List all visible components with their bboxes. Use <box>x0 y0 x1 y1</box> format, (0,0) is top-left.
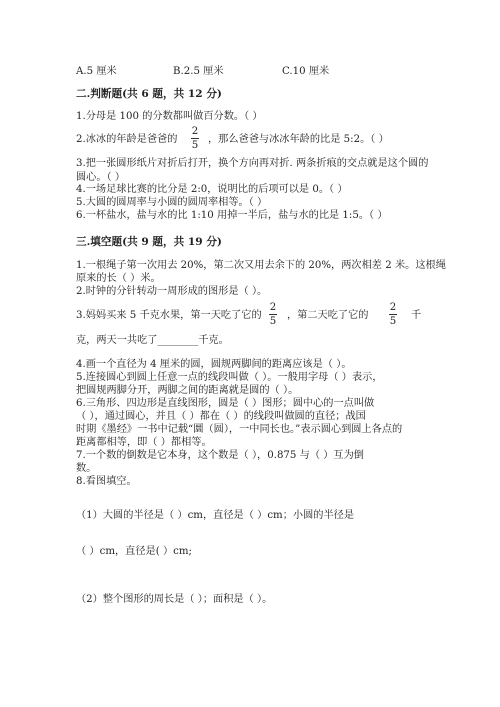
fill-q3-fraction1 <box>268 302 278 327</box>
fill-q7-line1: 7.一个数的倒数是它本身，这个数是（ ），0.875 与（ ）互为倒 <box>76 450 364 461</box>
fill-q7-line2: 数。 <box>76 463 97 474</box>
judge-q5: 5.大圆的圆周率与小圆的圆周率相等。（ ） <box>76 197 268 208</box>
fill-q6-line2: （ ），通过圆心，并且（ ）都在（ ）的线段叫做圆的直径；战国 <box>76 411 366 422</box>
fill-q3-denominator2: 5 <box>389 316 397 327</box>
section2-title: 二.判断题(共 6 题，共 12 分) <box>76 88 222 100</box>
fill-q3-line2: 克，两天一共吃了________千克。 <box>76 335 229 346</box>
option-b: B.2.5 厘米 <box>173 66 224 77</box>
fill-q3-mid: ，第二天吃了它的 <box>287 310 369 321</box>
judge-q2-post: ，那么爸爸与冰冰年龄的比是 5:2。（ ） <box>208 134 389 145</box>
option-a: A.5 厘米 <box>76 66 117 77</box>
fill-q8-part2: （2）整个图形的周长是（ ）；面积是（ ）。 <box>76 594 273 605</box>
fill-q3-numerator1: 2 <box>269 302 277 313</box>
judge-q2-numerator: 2 <box>191 126 199 137</box>
section3-title: 三.填空题(共 9 题，共 19 分) <box>76 236 222 248</box>
judge-q2-denominator: 5 <box>191 140 199 151</box>
fill-q8-part1-line1: （1）大圆的半径是（ ）cm，直径是（ ）cm；小圆的半径是 <box>76 510 354 521</box>
fill-q6-line1: 6.三角形、四边形是直线图形，圆是（ ）图形；圆中心的一点叫做 <box>76 398 375 409</box>
fill-q1-line2: 原来的长（ ）米。 <box>76 273 161 284</box>
judge-q1: 1.分母是 100 的分数都叫做百分数。（ ） <box>76 111 263 122</box>
fill-q4: 4.画一个直径为 4 厘米的圆，圆规两脚间的距离应该是（ ）。 <box>76 359 352 370</box>
option-c: C.10 厘米 <box>282 66 330 77</box>
fill-q1-line1: 1.一根绳子第一次用去 20%，第二次又用去余下的 20%，两次相差 2 米。这根绳 <box>76 260 446 271</box>
fill-q3-denominator1: 5 <box>269 316 277 327</box>
fill-q3-end: 千 <box>411 310 422 321</box>
fill-q2: 2.时钟的分针转动一周形成的图形是（ ）。 <box>76 286 268 297</box>
judge-q2-fraction <box>190 126 200 151</box>
fill-q6-line3: 时期《墨经》一书中记载“圜（圆），一中同长也。”表示圆心到圆上各点的 <box>76 424 403 435</box>
fill-q5-line1: 5.连接圆心到圆上任意一点的线段叫做（ ）。一般用字母（ ）表示， <box>76 372 383 383</box>
fill-q8: 8.看图填空。 <box>76 476 137 487</box>
fill-q5-line2: 把圆规两脚分开，两脚之间的距离就是圆的（ ）。 <box>76 385 299 396</box>
fill-q3-fraction2 <box>388 302 398 327</box>
judge-q2-pre: 2.冰冰的年龄是爸爸的 <box>76 134 178 145</box>
judge-q4: 4.一场足球比赛的比分是 2:0，说明比的后项可以是 0。（ ） <box>76 184 348 195</box>
fill-q3-numerator2: 2 <box>389 302 397 313</box>
judge-q3-line1: 3.把一张圆形纸片对折后打开，换个方向再对折. 两条折痕的交点就是这个圆的 <box>76 158 429 169</box>
fill-q8-part1-line2: （ ）cm，直径是( ）cm; <box>76 546 192 557</box>
fill-q3-pre: 3.妈妈买来 5 千克水果，第一天吃了它的 <box>76 310 262 321</box>
judge-q6: 6.一杯盐水，盐与水的比 1:10 用掉一半后，盐与水的比是 1:5。（ ） <box>76 210 388 221</box>
judge-q3-line2: 圆心。（ ） <box>76 172 126 183</box>
fill-q6-line4: 距离都相等，即（ ）都相等。 <box>76 437 212 448</box>
